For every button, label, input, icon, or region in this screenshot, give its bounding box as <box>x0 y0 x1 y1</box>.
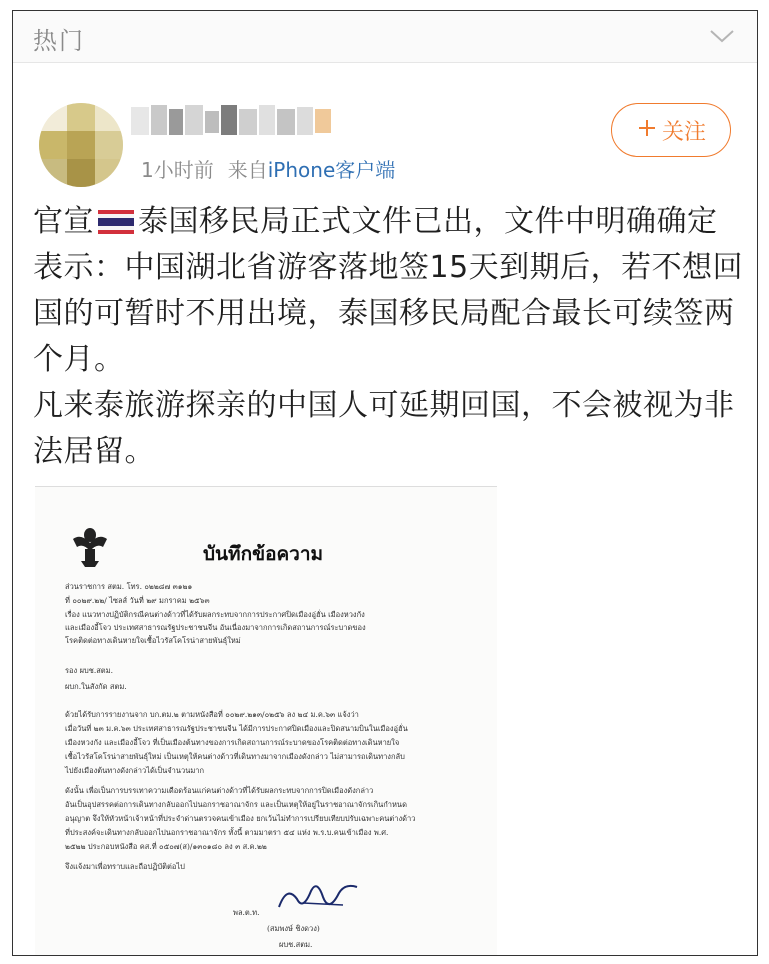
document-image[interactable] <box>35 486 497 956</box>
garuda-emblem <box>71 525 109 571</box>
doc-line: ๒๕๒๒ ประกอบหนังสือ คส.ที่ ๐๕๐๗(ส)/๑๓๐๑๘๐ ลง ๓ ส.ค.๒๒ <box>65 842 267 851</box>
signature <box>273 877 363 921</box>
post-text-lead: 官宣 <box>33 204 94 239</box>
doc-line: ที่ประสงค์จะเดินทางกลับออกไปนอกราชอาณาจักร ทั้งนี้ ตามมาตรา ๕๔ แห่ง พ.ร.บ.คนเข้าเมือง พ.ศ. <box>65 828 389 837</box>
post-paragraph: 凡来泰旅游探亲的中国人可延期回国，不会被视为非法居留。 <box>33 388 735 469</box>
doc-line: ไปยังเมืองต้นทางดังกล่าวได้เป็นจำนวนมาก <box>65 766 205 775</box>
doc-line: อันเป็นอุปสรรคต่อการเดินทางกลับออกไปนอกราชอาณาจักร และเป็นเหตุให้อยู่ในราชอาณาจักรเกินกำหนด <box>65 800 407 809</box>
post-time: 1小时前 <box>141 158 214 182</box>
document-title: บันทึกข้อความ <box>203 543 324 565</box>
doc-line: รอง ผบช.สตม. <box>65 666 113 675</box>
section-header <box>13 11 757 63</box>
doc-line: ผบช.สตม. <box>279 940 313 949</box>
doc-line: พล.ต.ท. <box>233 908 260 917</box>
doc-line: เรื่อง แนวทางปฏิบัติกรณีคนต่างด้าวที่ได้รับผลกระทบจากการประกาศปิดเมืองอู่ฮั่น เมืองหวงกัง <box>65 610 365 619</box>
doc-line: จึงแจ้งมาเพื่อทราบและถือปฏิบัติต่อไป <box>65 862 185 871</box>
doc-line: ด้วยได้รับการรายงานจาก บก.ตม.๒ ตามหนังสือที่ ๐๐๒๙.๒๑๓/๐๒๕๖ ลง ๒๔ ม.ค.๖๓ แจ้งว่า <box>65 710 359 719</box>
doc-line: ผบก.ในสังกัด สตม. <box>65 682 127 691</box>
doc-line: ส่วนราชการ สตม. โทร. ๐๒๒๘๗ ๓๑๒๑ <box>65 582 193 591</box>
doc-line: เชื้อไวรัสโคโรน่าสายพันธุ์ใหม่ เป็นเหตุให้คนต่างด้าวที่เดินทางมาจากเมืองดังกล่าว ไม่สามารถเดินทางกลับ <box>65 752 405 761</box>
doc-line: เมื่อวันที่ ๒๓ ม.ค.๖๓ ประเทศสาธารณรัฐประชาชนจีน ได้มีการประกาศปิดเมืองและปิดสนามบินในเมืองอู่ฮั่น <box>65 724 408 733</box>
source-prefix: 来自 <box>227 158 268 182</box>
plus-icon <box>636 117 658 144</box>
doc-line: อนุญาต จึงให้หัวหน้าเจ้าหน้าที่ประจำด่านตรวจคนเข้าเมือง ยกเว้นไม่ทำการเปรียบเทียบปรับเฉพาะคนต่างด้าว <box>65 814 416 823</box>
doc-line: (สมพงษ์ ชิงดวง) <box>267 924 320 933</box>
avatar[interactable] <box>39 103 123 187</box>
post-text-main: 泰国移民局正式文件已出，文件中明确确定表示：中国湖北省游客落地签15天到期后，若不想回国的可暂时不用出境，泰国移民局配合最长可续签两个月。 <box>33 204 744 377</box>
post-meta <box>141 154 395 183</box>
weibo-feed-card <box>12 10 758 956</box>
section-title: 热门 <box>33 27 85 55</box>
doc-line: โรคติดต่อทางเดินหายใจเชื้อไวรัสโคโรน่าสายพันธุ์ใหม่ <box>65 636 241 645</box>
doc-line: เมืองหวงกัง และเมืองอี้โจว ที่เป็นเมืองต้นทางของการเกิดสถานการณ์ระบาดของโรคติดต่อทางเดินหายใจ <box>65 738 400 747</box>
follow-button[interactable] <box>611 103 731 157</box>
post-source-link[interactable]: iPhone客户端 <box>267 158 396 182</box>
username-blurred[interactable] <box>131 103 346 141</box>
chevron-down-icon[interactable] <box>705 21 739 51</box>
doc-line: และเมืองอี้โจว ประเทศสาธารณรัฐประชาชนจีน อันเนื่องมาจากการเกิดสถานการณ์ระบาดของ <box>65 623 366 632</box>
doc-line: ดังนั้น เพื่อเป็นการบรรเทาความเดือดร้อนแก่คนต่างด้าวที่ได้รับผลกระทบจากการปิดเมืองดังกล่าว <box>65 786 374 795</box>
follow-label: 关注 <box>661 119 706 145</box>
post-body <box>33 199 745 475</box>
doc-line: ที่ ๐๐๒๙.๒๒/ ไซลส์ วันที่ ๒๙ มกราคม ๒๕๖๓ <box>65 596 210 605</box>
post-paragraph <box>33 199 745 383</box>
thailand-flag-icon <box>98 202 134 226</box>
